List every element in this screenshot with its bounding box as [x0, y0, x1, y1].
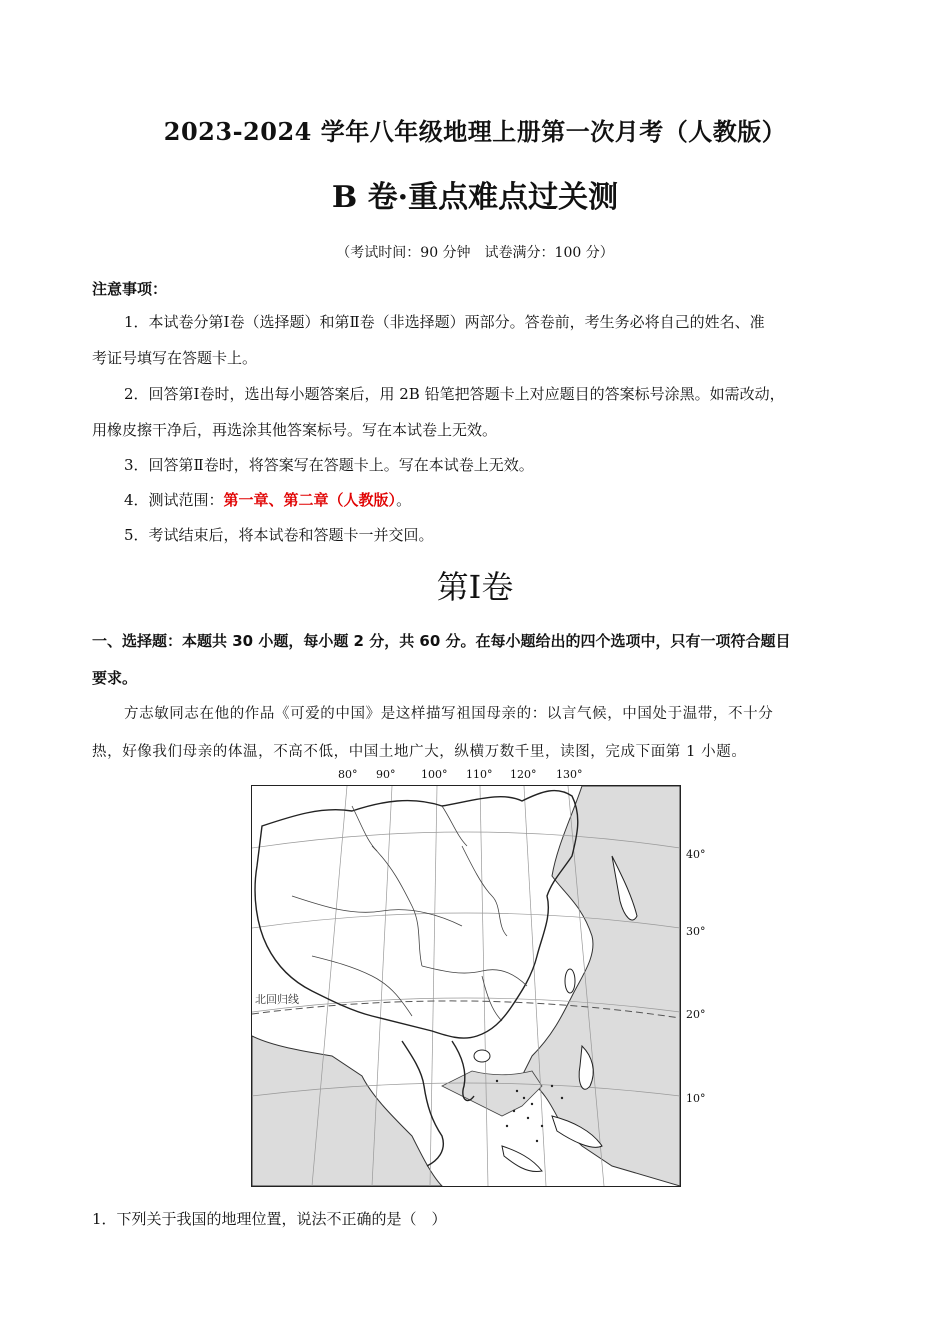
- exam-title: 2023-2024 学年八年级地理上册第一次月考（人教版）: [163, 117, 787, 146]
- latitude-label: 10°: [686, 1092, 706, 1105]
- east-asia-map: [251, 785, 681, 1187]
- notice-item-4-prefix: 4．测试范围：: [124, 491, 224, 509]
- latitude-label: 30°: [686, 925, 706, 938]
- notice-item-3: 3．回答第Ⅱ卷时，将答案写在答题卡上。写在本试卷上无效。: [124, 456, 534, 474]
- notice-item-4: [124, 489, 411, 511]
- longitude-label: 80°: [338, 768, 358, 781]
- section-title: 第Ⅰ卷: [436, 568, 514, 606]
- longitude-label: 130°: [556, 768, 583, 781]
- latitude-label: 40°: [686, 848, 706, 861]
- longitude-label: 120°: [510, 768, 537, 781]
- notice-item-1-line-2: 考证号填写在答题卡上。: [92, 349, 258, 367]
- longitude-label: 110°: [466, 768, 493, 781]
- test-range: 第一章、第二章（人教版）: [223, 491, 397, 509]
- passage-line-1: 方志敏同志在他的作品《可爱的中国》是这样描写祖国母亲的：以言气候，中国处于温带，不十分: [124, 706, 774, 722]
- exam-subtitle: B 卷·重点难点过关测: [331, 180, 619, 215]
- longitude-label: 100°: [421, 768, 448, 781]
- notice-item-2-line-1: 2．回答第Ⅰ卷时，选出每小题答案后，用 2B 铅笔把答题卡上对应题目的答案标号涂黑。如需改动，: [124, 385, 785, 403]
- exam-info: （考试时间：90 分钟 试卷满分：100 分）: [336, 245, 614, 261]
- map-drawing: [252, 786, 680, 1186]
- longitude-label: 90°: [376, 768, 396, 781]
- tropic-of-cancer-label: 北回归线: [255, 993, 299, 1006]
- notice-item-1-line-1: 1．本试卷分第Ⅰ卷（选择题）和第Ⅱ卷（非选择题）两部分。答卷前，考生务必将自己的姓名、准: [124, 313, 765, 331]
- notice-heading: 注意事项：: [92, 280, 168, 298]
- notice-item-2-line-2: 用橡皮擦干净后，再选涂其他答案标号。写在本试卷上无效。: [92, 421, 498, 439]
- part-instruction-line-2: 要求。: [92, 669, 138, 687]
- part-instruction-line-1: 一、选择题：本题共 30 小题，每小题 2 分，共 60 分。在每小题给出的四个选项中，只有一项符合题目: [92, 632, 791, 650]
- notice-item-4-suffix: 。: [396, 491, 412, 509]
- latitude-label: 20°: [686, 1008, 706, 1021]
- passage-line-2: 热，好像我们母亲的体温，不高不低，中国土地广大，纵横万数千里，读图，完成下面第 1 小题。: [92, 744, 747, 760]
- question-1: 1．下列关于我国的地理位置，说法不正确的是（ ）: [92, 1210, 447, 1228]
- notice-item-5: 5．考试结束后，将本试卷和答题卡一并交回。: [124, 526, 434, 544]
